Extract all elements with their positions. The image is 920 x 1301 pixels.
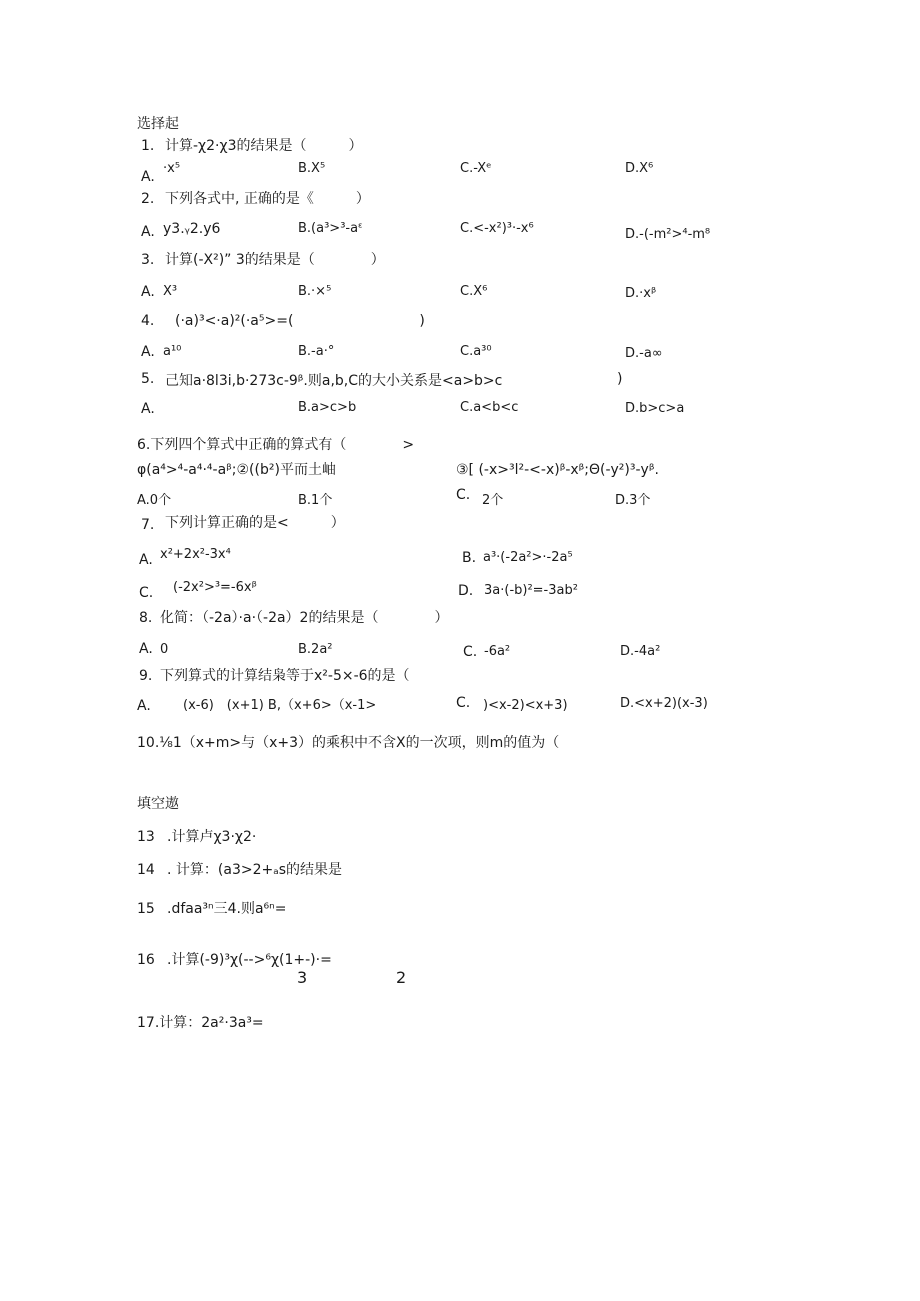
q8-number: 8. [139,610,153,626]
q5-option-a-label: A. [141,401,155,417]
q5-number: 5. [141,371,155,387]
q9-option-a-label: A. [137,698,151,714]
q7-option-a-label: A. [139,552,153,568]
q3-number: 3. [141,252,155,268]
section-title-fill: 填空遨 [137,796,179,812]
q9-text: 下列算式的计算结枭等于x²-5×-6的是（ [160,668,410,684]
q4-option-a: a¹⁰ [163,344,182,359]
q6-option-b: B.1个 [298,493,333,508]
q13-number: 13 [137,829,155,845]
q8-option-a-label: A. [139,641,153,657]
q2-option-d: D.-(-m²>⁴-m⁸ [625,227,711,242]
q7-option-b: a³·(-2a²>·-2a⁵ [483,550,573,565]
q7-number: 7. [141,517,155,533]
q6-option-d: D.3个 [615,493,651,508]
q16-text: .计算(-9)³χ(-->⁶χ(1+-)·= [167,952,332,968]
q8-option-c-label: C. [463,644,478,660]
q1-option-d: D.X⁶ [625,161,654,176]
q9-option-c: )<x-2)<x+3) [483,698,568,713]
q3-text: 计算(-X²)” 3的结果是（ ） [165,252,385,268]
q13-text: .计算卢χ3·χ2· [167,829,257,845]
q7-option-c-label: C. [139,585,154,601]
q1-number: 1. [141,138,155,154]
q2-option-a: y3.ᵧ2.y6 [163,221,221,237]
q7-option-a: x²+2x²-3x⁴ [160,547,231,562]
q15-text: .dfaa³ⁿ三4.则a⁶ⁿ= [167,901,287,917]
q16-denominator-2: 2 [396,968,407,987]
q4-option-d: D.-a∞ [625,346,663,361]
q3-option-a: X³ [163,284,178,299]
q4-option-b: B.-a·° [298,344,335,359]
q9-number: 9. [139,668,153,684]
q8-text: 化简：（-2a）·a·（-2a）2的结果是（ ） [160,610,449,626]
q8-option-d: D.-4a² [620,644,661,659]
q4-number: 4. [141,313,155,329]
q2-option-c: C.<-x²)³·-x⁶ [460,221,534,236]
q3-option-c: C.X⁶ [460,284,488,299]
q9-option-c-label: C. [456,695,471,711]
q2-number: 2. [141,191,155,207]
q6-line2: ③[ (-x>³l²-<-x)ᵝ-xᵝ;Θ(-y²)³-yᵝ. [456,462,659,478]
q14-number: 14 [137,862,155,878]
q5-text: 己知a·8l3i,b·273c-9ᵝ.则a,b,C的大小关系是<a>b>c [165,373,503,389]
q1-text: 计算-χ2·χ3的结果是（ ） [165,138,363,154]
q5-option-d: D.b>c>a [625,401,685,416]
q1-option-c: C.-Xᵉ [460,161,492,176]
q2-text: 下列各式中, 正确的是《 ） [165,191,370,207]
q2-option-b: B.(a³>³-aᵋ [298,221,363,236]
q1-option-a: ·x⁵ [163,161,181,176]
q3-option-b: B.·×⁵ [298,284,332,299]
q3-option-d: D.·xᵝ [625,286,657,301]
q6-option-a: A.0个 [137,493,172,508]
q5-option-c: C.a<b<c [460,400,519,415]
q10-text: 10.⅛1（x+m>与（x+3）的乘积中不含X的一次项，则m的值为（ [137,735,560,751]
q3-option-a-label: A. [141,284,155,300]
q2-option-a-label: A. [141,224,155,240]
q15-number: 15 [137,901,155,917]
q6-line1: φ(a⁴>⁴-a⁴·⁴-aᵝ;②((b²)平而土岫 [137,462,336,478]
q16-denominator-1: 3 [297,968,308,987]
section-title-choice: 选择起 [137,116,179,132]
q8-option-a: 0 [160,642,169,657]
q5-close-paren: ) [617,371,623,387]
q7-option-c: (-2x²>³=-6xᵝ [173,580,257,595]
q7-text: 下列计算正确的是< ） [165,515,345,531]
q4-option-c: C.a³⁰ [460,344,492,359]
q7-option-d-label: D. [458,583,474,599]
q6-option-c-label: C. [456,487,471,503]
q1-option-a-label: A. [141,169,155,185]
q8-option-b: B.2a² [298,642,333,657]
q5-option-b: B.a>c>b [298,400,357,415]
q9-option-a-b: (x-6) (x+1) B,（x+6>（x-1> [183,698,377,713]
q8-option-c: -6a² [484,644,511,659]
q14-text: . 计算：(a3>2+ₐs的结果是 [167,862,342,878]
q9-option-d: D.<x+2)(x-3) [620,696,708,711]
q7-option-d: 3a·(-b)²=-3ab² [484,583,578,598]
q17-text: 17.计算：2a²·3a³= [137,1015,264,1031]
q1-option-b: B.X⁵ [298,161,326,176]
q6-option-c: 2个 [482,493,504,508]
q4-text: (·a)³<·a)²(·a⁵>=( ) [175,313,425,329]
q7-option-b-label: B. [462,550,477,566]
q6-text: 6.下列四个算式中正确的算式有（ > [137,437,415,453]
q4-option-a-label: A. [141,344,155,360]
q16-number: 16 [137,952,155,968]
